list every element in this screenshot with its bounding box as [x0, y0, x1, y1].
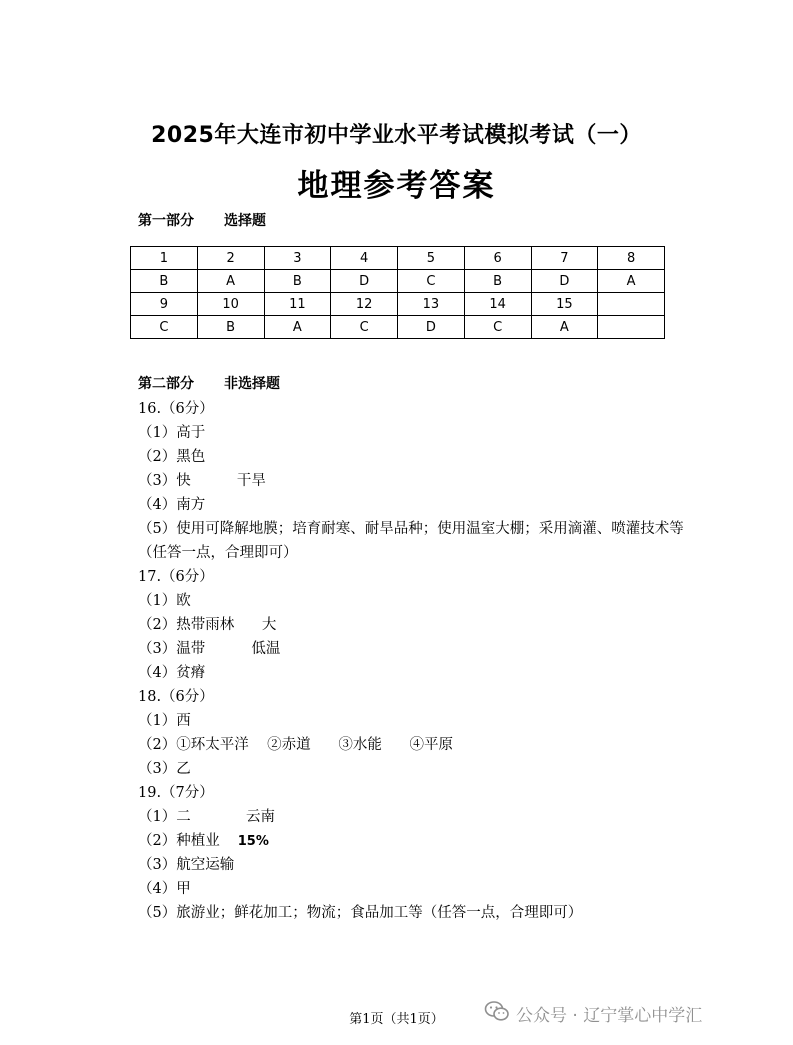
table-cell — [598, 293, 665, 316]
table-cell: 14 — [464, 293, 531, 316]
answer-line: （1）欧 — [138, 593, 191, 609]
answer-list — [138, 397, 698, 925]
table-cell: B — [264, 270, 331, 293]
table-row — [131, 247, 665, 270]
answer-line: （5）使用可降解地膜；培育耐寒、耐旱品种；使用温室大棚；采用滴灌、喷灌技术等（任答一点，合理即可） — [138, 521, 684, 561]
table-cell: A — [264, 316, 331, 339]
table-cell: 11 — [264, 293, 331, 316]
table-cell: 1 — [131, 247, 198, 270]
table-cell: C — [331, 316, 398, 339]
answer-line: （2）热带雨林 大 — [138, 617, 277, 633]
table-cell: 7 — [531, 247, 598, 270]
answer-line: 18.（6分） — [138, 689, 214, 705]
part1-label: 第一部分 — [138, 213, 194, 229]
table-cell: B — [131, 270, 198, 293]
answer-table — [130, 246, 665, 339]
table-cell: B — [197, 316, 264, 339]
table-cell: 3 — [264, 247, 331, 270]
table-cell: 6 — [464, 247, 531, 270]
table-cell: 15 — [531, 293, 598, 316]
answer-line: （1）西 — [138, 713, 191, 729]
answer-line: （2）黑色 — [138, 449, 206, 465]
wechat-icon — [484, 1000, 510, 1027]
answer-line: 16.（6分） — [138, 401, 214, 417]
answer-line: （2）①环太平洋 ②赤道 ③水能 ④平原 — [138, 737, 453, 753]
watermark — [484, 1000, 702, 1027]
answer-line: （1）二 云南 — [138, 809, 276, 825]
table-cell: A — [531, 316, 598, 339]
table-cell: C — [398, 270, 465, 293]
document-title: 2025年大连市初中学业水平考试模拟考试（一） — [151, 123, 642, 148]
table-cell: C — [464, 316, 531, 339]
table-row — [131, 316, 665, 339]
table-cell: D — [331, 270, 398, 293]
answer-percentage: 15% — [237, 834, 269, 849]
table-row — [131, 270, 665, 293]
table-cell: 5 — [398, 247, 465, 270]
table-cell: D — [398, 316, 465, 339]
part1-name: 选择题 — [224, 213, 266, 229]
answer-line: （4）南方 — [138, 497, 206, 513]
table-cell: A — [197, 270, 264, 293]
answer-line: （5）旅游业；鲜花加工；物流；食品加工等（任答一点，合理即可） — [138, 905, 583, 921]
table-cell: 8 — [598, 247, 665, 270]
table-cell: 13 — [398, 293, 465, 316]
table-cell: 9 — [131, 293, 198, 316]
answer-line: （1）高于 — [138, 425, 206, 441]
answer-line: 17.（6分） — [138, 569, 214, 585]
answer-line — [138, 829, 698, 853]
answer-line: （4）甲 — [138, 881, 191, 897]
table-cell: A — [598, 270, 665, 293]
answer-line: 19.（7分） — [138, 785, 214, 801]
table-cell: 12 — [331, 293, 398, 316]
part2-name: 非选择题 — [224, 376, 280, 392]
answer-line: （3）温带 低温 — [138, 641, 281, 657]
page-footer: 第1页（共1页） — [349, 1012, 444, 1027]
part2-heading — [138, 373, 280, 393]
answer-text: （2）种植业 — [138, 833, 220, 849]
table-cell: 4 — [331, 247, 398, 270]
watermark-text: 公众号 · 辽宁掌心中学汇 — [516, 1006, 703, 1026]
table-cell: B — [464, 270, 531, 293]
table-cell: C — [131, 316, 198, 339]
document-subtitle: 地理参考答案 — [297, 168, 496, 204]
table-row — [131, 293, 665, 316]
answer-line: （4）贫瘠 — [138, 665, 206, 681]
table-cell: D — [531, 270, 598, 293]
table-cell: 2 — [197, 247, 264, 270]
answer-line: （3）快 干旱 — [138, 473, 266, 489]
table-cell: 10 — [197, 293, 264, 316]
part1-heading — [138, 210, 266, 230]
table-cell — [598, 316, 665, 339]
answer-line: （3）乙 — [138, 761, 191, 777]
part2-label: 第二部分 — [138, 376, 194, 392]
answer-line: （3）航空运输 — [138, 857, 235, 873]
